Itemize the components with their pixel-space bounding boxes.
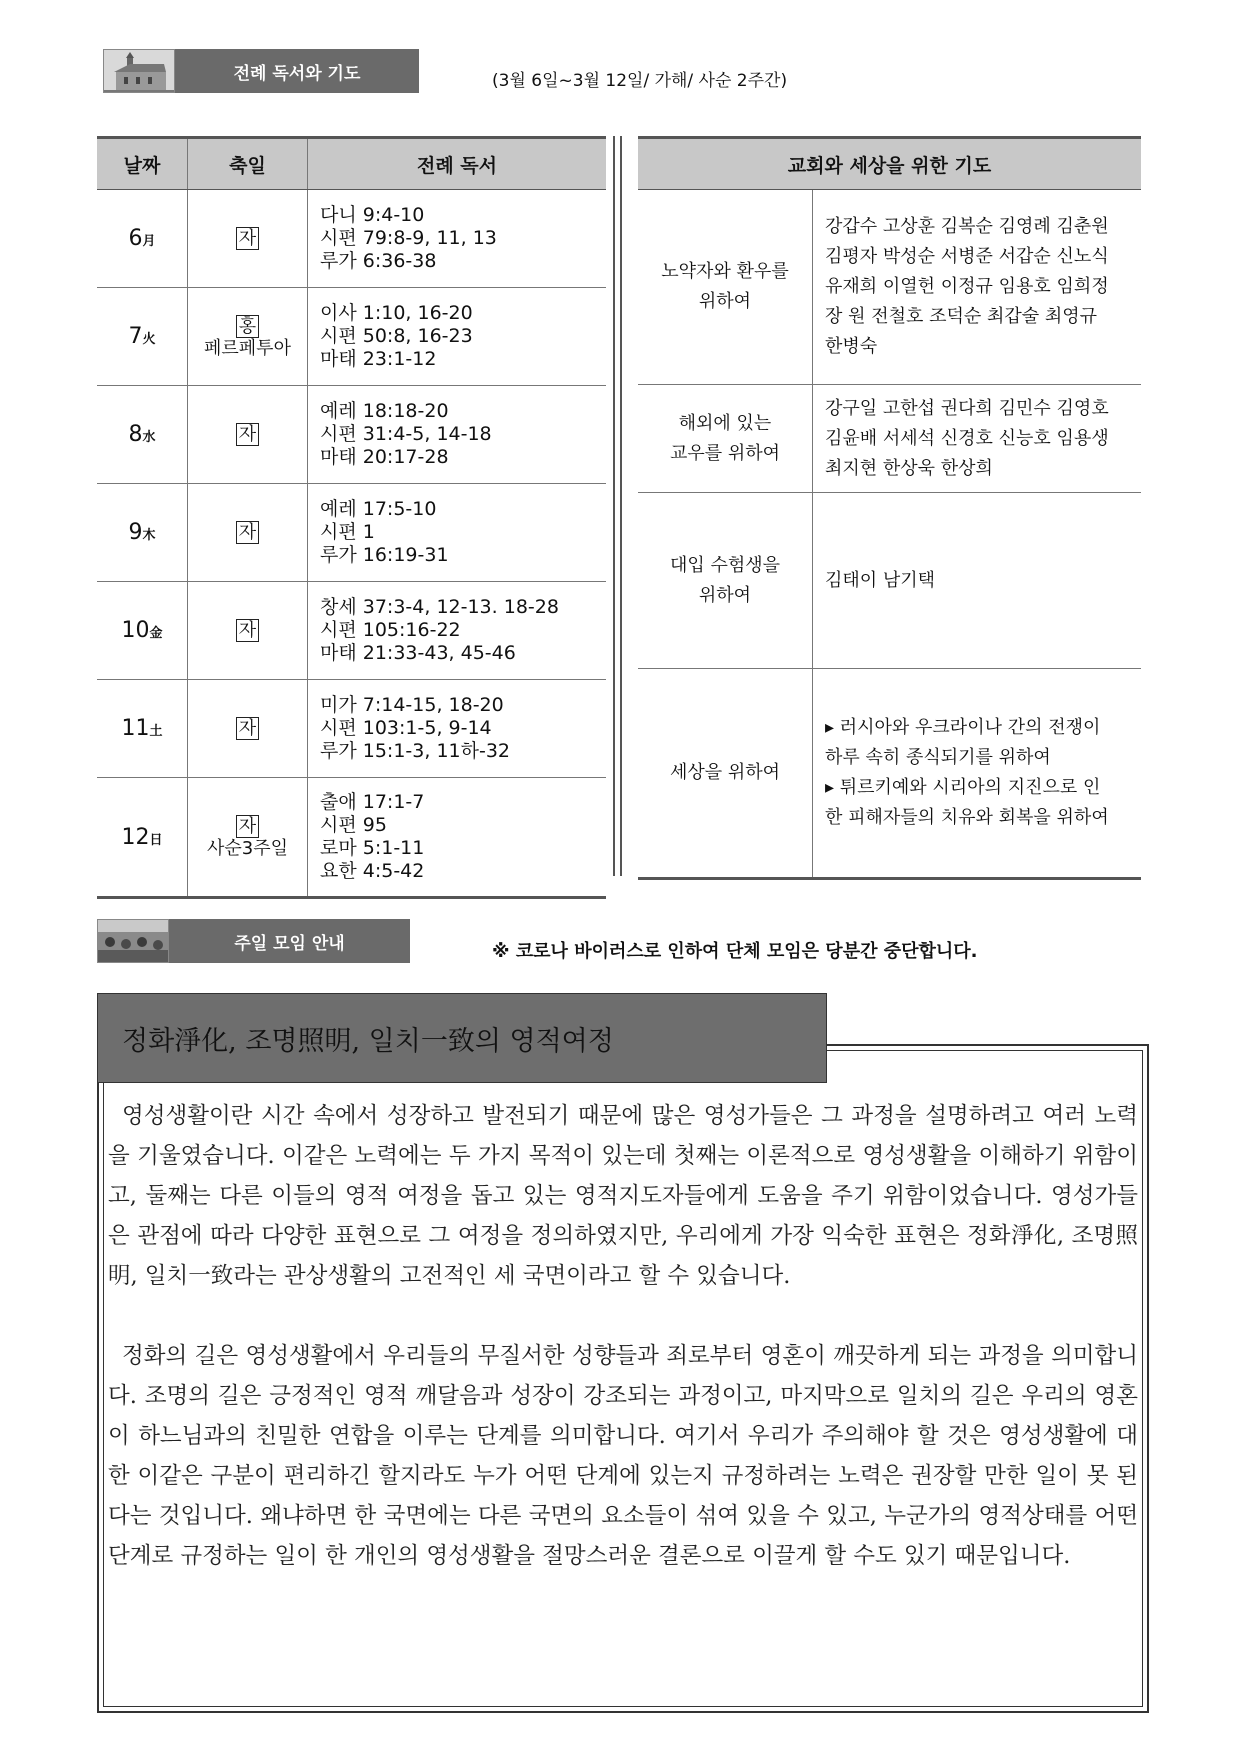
names-line: 유재희 이열헌 이정규 임용호 임희정 bbox=[825, 276, 1109, 297]
weekday: 火 bbox=[142, 332, 156, 347]
feast-name: 사순3주일 bbox=[206, 838, 288, 859]
meeting-photo-icon bbox=[98, 920, 168, 963]
topic-line: 대입 수험생을 bbox=[669, 554, 781, 576]
day-number: 12 bbox=[121, 824, 150, 850]
names-line: 강갑수 고상훈 김복순 김영례 김춘원 bbox=[825, 216, 1109, 237]
topic-line: 위하여 bbox=[698, 584, 752, 606]
names-line: 하루 속히 종식되기를 위하여 bbox=[825, 747, 1051, 768]
names-line: 장 원 전철호 조덕순 최갑술 최영규 bbox=[825, 306, 1098, 327]
header-date: 날짜 bbox=[97, 138, 188, 190]
feast-cell bbox=[188, 582, 308, 680]
header-feast: 축일 bbox=[188, 138, 308, 190]
feast-name: 페르페투아 bbox=[204, 337, 291, 359]
meeting-notice: ※ 코로나 바이러스로 인하여 단체 모임은 당분간 중단합니다. bbox=[492, 941, 978, 962]
day-number: 7 bbox=[128, 324, 143, 349]
prayer-topic bbox=[638, 493, 813, 669]
table-row bbox=[97, 386, 606, 484]
topic-line: 노약자와 환우를 bbox=[661, 261, 789, 282]
reading-line: 시편 103:1-5, 9-14 bbox=[320, 717, 492, 739]
date-cell bbox=[97, 484, 188, 582]
prayer-header-row bbox=[638, 138, 1141, 190]
feast-cell bbox=[188, 190, 308, 288]
prayer-topic bbox=[638, 669, 813, 879]
table-row bbox=[97, 190, 606, 288]
reading-line: 시편 1 bbox=[320, 521, 375, 543]
topic-line: 세상을 위하여 bbox=[669, 762, 781, 783]
weekday: 水 bbox=[142, 430, 156, 445]
names-line: 김태이 남기택 bbox=[825, 569, 936, 591]
church-icon bbox=[104, 50, 174, 93]
reading-line: 창세 37:3-4, 12-13. 18-28 bbox=[320, 596, 559, 618]
reading-line: 마태 21:33-43, 45-46 bbox=[320, 642, 516, 664]
liturgical-color-mark: 홍 bbox=[236, 315, 259, 338]
date-cell bbox=[97, 288, 188, 386]
date-cell bbox=[97, 190, 188, 288]
readings-cell bbox=[308, 190, 607, 288]
date-cell bbox=[97, 582, 188, 680]
reading-line: 시편 50:8, 16-23 bbox=[320, 325, 473, 347]
reading-line: 다니 9:4-10 bbox=[320, 204, 425, 226]
meeting-section-header bbox=[97, 919, 410, 963]
header-readings: 전례 독서 bbox=[308, 138, 607, 190]
liturgical-color-mark: 자 bbox=[236, 619, 259, 642]
liturgical-color-mark: 자 bbox=[236, 227, 259, 250]
readings-cell bbox=[308, 778, 607, 898]
names-line: 강구일 고한섭 권다희 김민수 김영호 bbox=[825, 397, 1109, 419]
prayer-names bbox=[813, 669, 1142, 879]
reading-line: 시편 95 bbox=[320, 814, 387, 836]
article-title: 정화淨化, 조명照明, 일치一致의 영적여정 bbox=[97, 993, 827, 1083]
weekday: 日 bbox=[149, 832, 163, 848]
church-thumbnail bbox=[103, 49, 175, 93]
weekday: 金 bbox=[149, 626, 163, 641]
date-cell bbox=[97, 680, 188, 778]
meeting-thumbnail bbox=[97, 919, 169, 963]
readings-table bbox=[97, 136, 606, 899]
reading-line: 루가 16:19-31 bbox=[320, 544, 449, 566]
prayer-topic bbox=[638, 190, 813, 385]
reading-line: 마태 20:17-28 bbox=[320, 446, 449, 468]
day-number: 8 bbox=[128, 422, 143, 447]
liturgical-color-mark: 자 bbox=[236, 521, 259, 544]
table-row bbox=[638, 385, 1141, 493]
table-row bbox=[638, 493, 1141, 669]
topic-line: 위하여 bbox=[698, 291, 752, 312]
table-row bbox=[638, 669, 1141, 879]
table-row bbox=[638, 190, 1141, 385]
liturgy-section-label: 전례 독서와 기도 bbox=[175, 49, 419, 93]
weekday: 木 bbox=[142, 528, 156, 543]
day-number: 10 bbox=[121, 618, 150, 643]
names-line: 김평자 박성순 서병준 서갑순 신노식 bbox=[825, 246, 1109, 267]
names-line: 한 피해자들의 치유와 회복을 위하여 bbox=[825, 807, 1109, 828]
names-line: ▸ 튀르키예와 시리아의 지진으로 인 bbox=[825, 777, 1101, 798]
readings-cell bbox=[308, 582, 607, 680]
column-divider bbox=[613, 136, 615, 876]
liturgical-color-mark: 자 bbox=[236, 815, 259, 838]
names-line: 최지현 한상욱 한상희 bbox=[825, 457, 993, 479]
names-line: ▸ 러시아와 우크라이나 간의 전쟁이 bbox=[825, 717, 1101, 738]
names-line: 한병숙 bbox=[825, 336, 878, 357]
column-divider bbox=[620, 136, 622, 876]
day-number: 6 bbox=[128, 226, 143, 251]
prayer-topic bbox=[638, 385, 813, 493]
topic-line: 교우를 위하여 bbox=[669, 442, 781, 464]
weekday: 土 bbox=[149, 724, 163, 739]
readings-cell bbox=[308, 288, 607, 386]
reading-line: 루가 15:1-3, 11하-32 bbox=[320, 740, 511, 762]
feast-cell bbox=[188, 386, 308, 484]
day-number: 11 bbox=[121, 716, 150, 741]
table-row bbox=[97, 484, 606, 582]
reading-line: 시편 105:16-22 bbox=[320, 619, 461, 641]
liturgical-color-mark: 자 bbox=[236, 423, 259, 446]
meeting-section-label: 주일 모임 안내 bbox=[169, 919, 410, 963]
table-row bbox=[97, 582, 606, 680]
article-body bbox=[108, 1096, 1138, 1616]
article-paragraph: 정화의 길은 영성생활에서 우리들의 무질서한 성향들과 죄로부터 영혼이 깨끗하게 되는 과정을 의미합니다. 조명의 길은 긍정적인 영적 깨달음과 성장이 강조되는 과정이고, 마지막으로 일치의 길은 우리의 영혼이 하느님과의 친밀한 연합을 이루는 단계를 의미합니다. 여기서 우리가 주의해야 할 것은 영성생활에 대한 이같은 구분이 편리하긴 할지라도 누가 어떤 단계에 있는지 규정하려는 노력은 권장할 만한 일이 못 된다는 것입니다. 왜냐하면 한 국면에는 다른 국면의 요소들이 섞여 있을 수 있고, 누군가의 영적상태를 어떤 단계로 규정하는 일이 한 개인의 영성생활을 절망스러운 결론으로 이끌게 할 수도 있기 때문입니다. bbox=[108, 1343, 1138, 1569]
reading-line: 로마 5:1-11 bbox=[320, 837, 425, 859]
reading-line: 마태 23:1-12 bbox=[320, 348, 437, 370]
liturgy-period: (3월 6일~3월 12일/ 가해/ 사순 2주간) bbox=[492, 71, 788, 91]
reading-line: 출애 17:1-7 bbox=[320, 791, 425, 813]
liturgical-color-mark: 자 bbox=[236, 717, 259, 740]
feast-cell bbox=[188, 288, 308, 386]
prayer-table bbox=[638, 136, 1141, 880]
reading-line: 예레 18:18-20 bbox=[320, 400, 449, 422]
reading-line: 시편 31:4-5, 14-18 bbox=[320, 423, 492, 445]
date-cell bbox=[97, 778, 188, 898]
reading-line: 예레 17:5-10 bbox=[320, 498, 437, 520]
prayer-names bbox=[813, 385, 1142, 493]
names-line: 김윤배 서세석 신경호 신능호 임용생 bbox=[825, 427, 1109, 449]
feast-cell bbox=[188, 680, 308, 778]
reading-line: 미가 7:14-15, 18-20 bbox=[320, 694, 504, 716]
prayer-names bbox=[813, 493, 1142, 669]
reading-line: 루가 6:36-38 bbox=[320, 250, 437, 272]
topic-line: 해외에 있는 bbox=[678, 412, 772, 434]
feast-cell bbox=[188, 778, 308, 898]
readings-cell bbox=[308, 484, 607, 582]
reading-line: 시편 79:8-9, 11, 13 bbox=[320, 227, 497, 249]
table-row bbox=[97, 778, 606, 898]
weekday: 月 bbox=[142, 234, 156, 249]
liturgy-section-header bbox=[103, 49, 419, 93]
prayer-names bbox=[813, 190, 1142, 385]
prayer-header: 교회와 세상을 위한 기도 bbox=[638, 138, 1141, 190]
readings-cell bbox=[308, 386, 607, 484]
readings-cell bbox=[308, 680, 607, 778]
day-number: 9 bbox=[128, 520, 143, 545]
feast-cell bbox=[188, 484, 308, 582]
reading-line: 이사 1:10, 16-20 bbox=[320, 302, 473, 324]
article-paragraph: 영성생활이란 시간 속에서 성장하고 발전되기 때문에 많은 영성가들은 그 과정을 설명하려고 여러 노력을 기울였습니다. 이같은 노력에는 두 가지 목적이 있는데 첫째는 이론적으로 영성생활을 이해하기 위함이고, 둘째는 다른 이들의 영적 여정을 돕고 있는 영적지도자들에게 도움을 주기 위함이었습니다. 영성가들은 관점에 따라 다양한 표현으로 그 여정을 정의하였지만, 우리에게 가장 익숙한 표현은 정화淨化, 조명照明, 일치一致라는 관상생활의 고전적인 세 국면이라고 할 수 있습니다. bbox=[108, 1103, 1138, 1289]
reading-line: 요한 4:5-42 bbox=[320, 860, 425, 882]
table-row bbox=[97, 680, 606, 778]
readings-header-row bbox=[97, 138, 606, 190]
date-cell bbox=[97, 386, 188, 484]
table-row bbox=[97, 288, 606, 386]
